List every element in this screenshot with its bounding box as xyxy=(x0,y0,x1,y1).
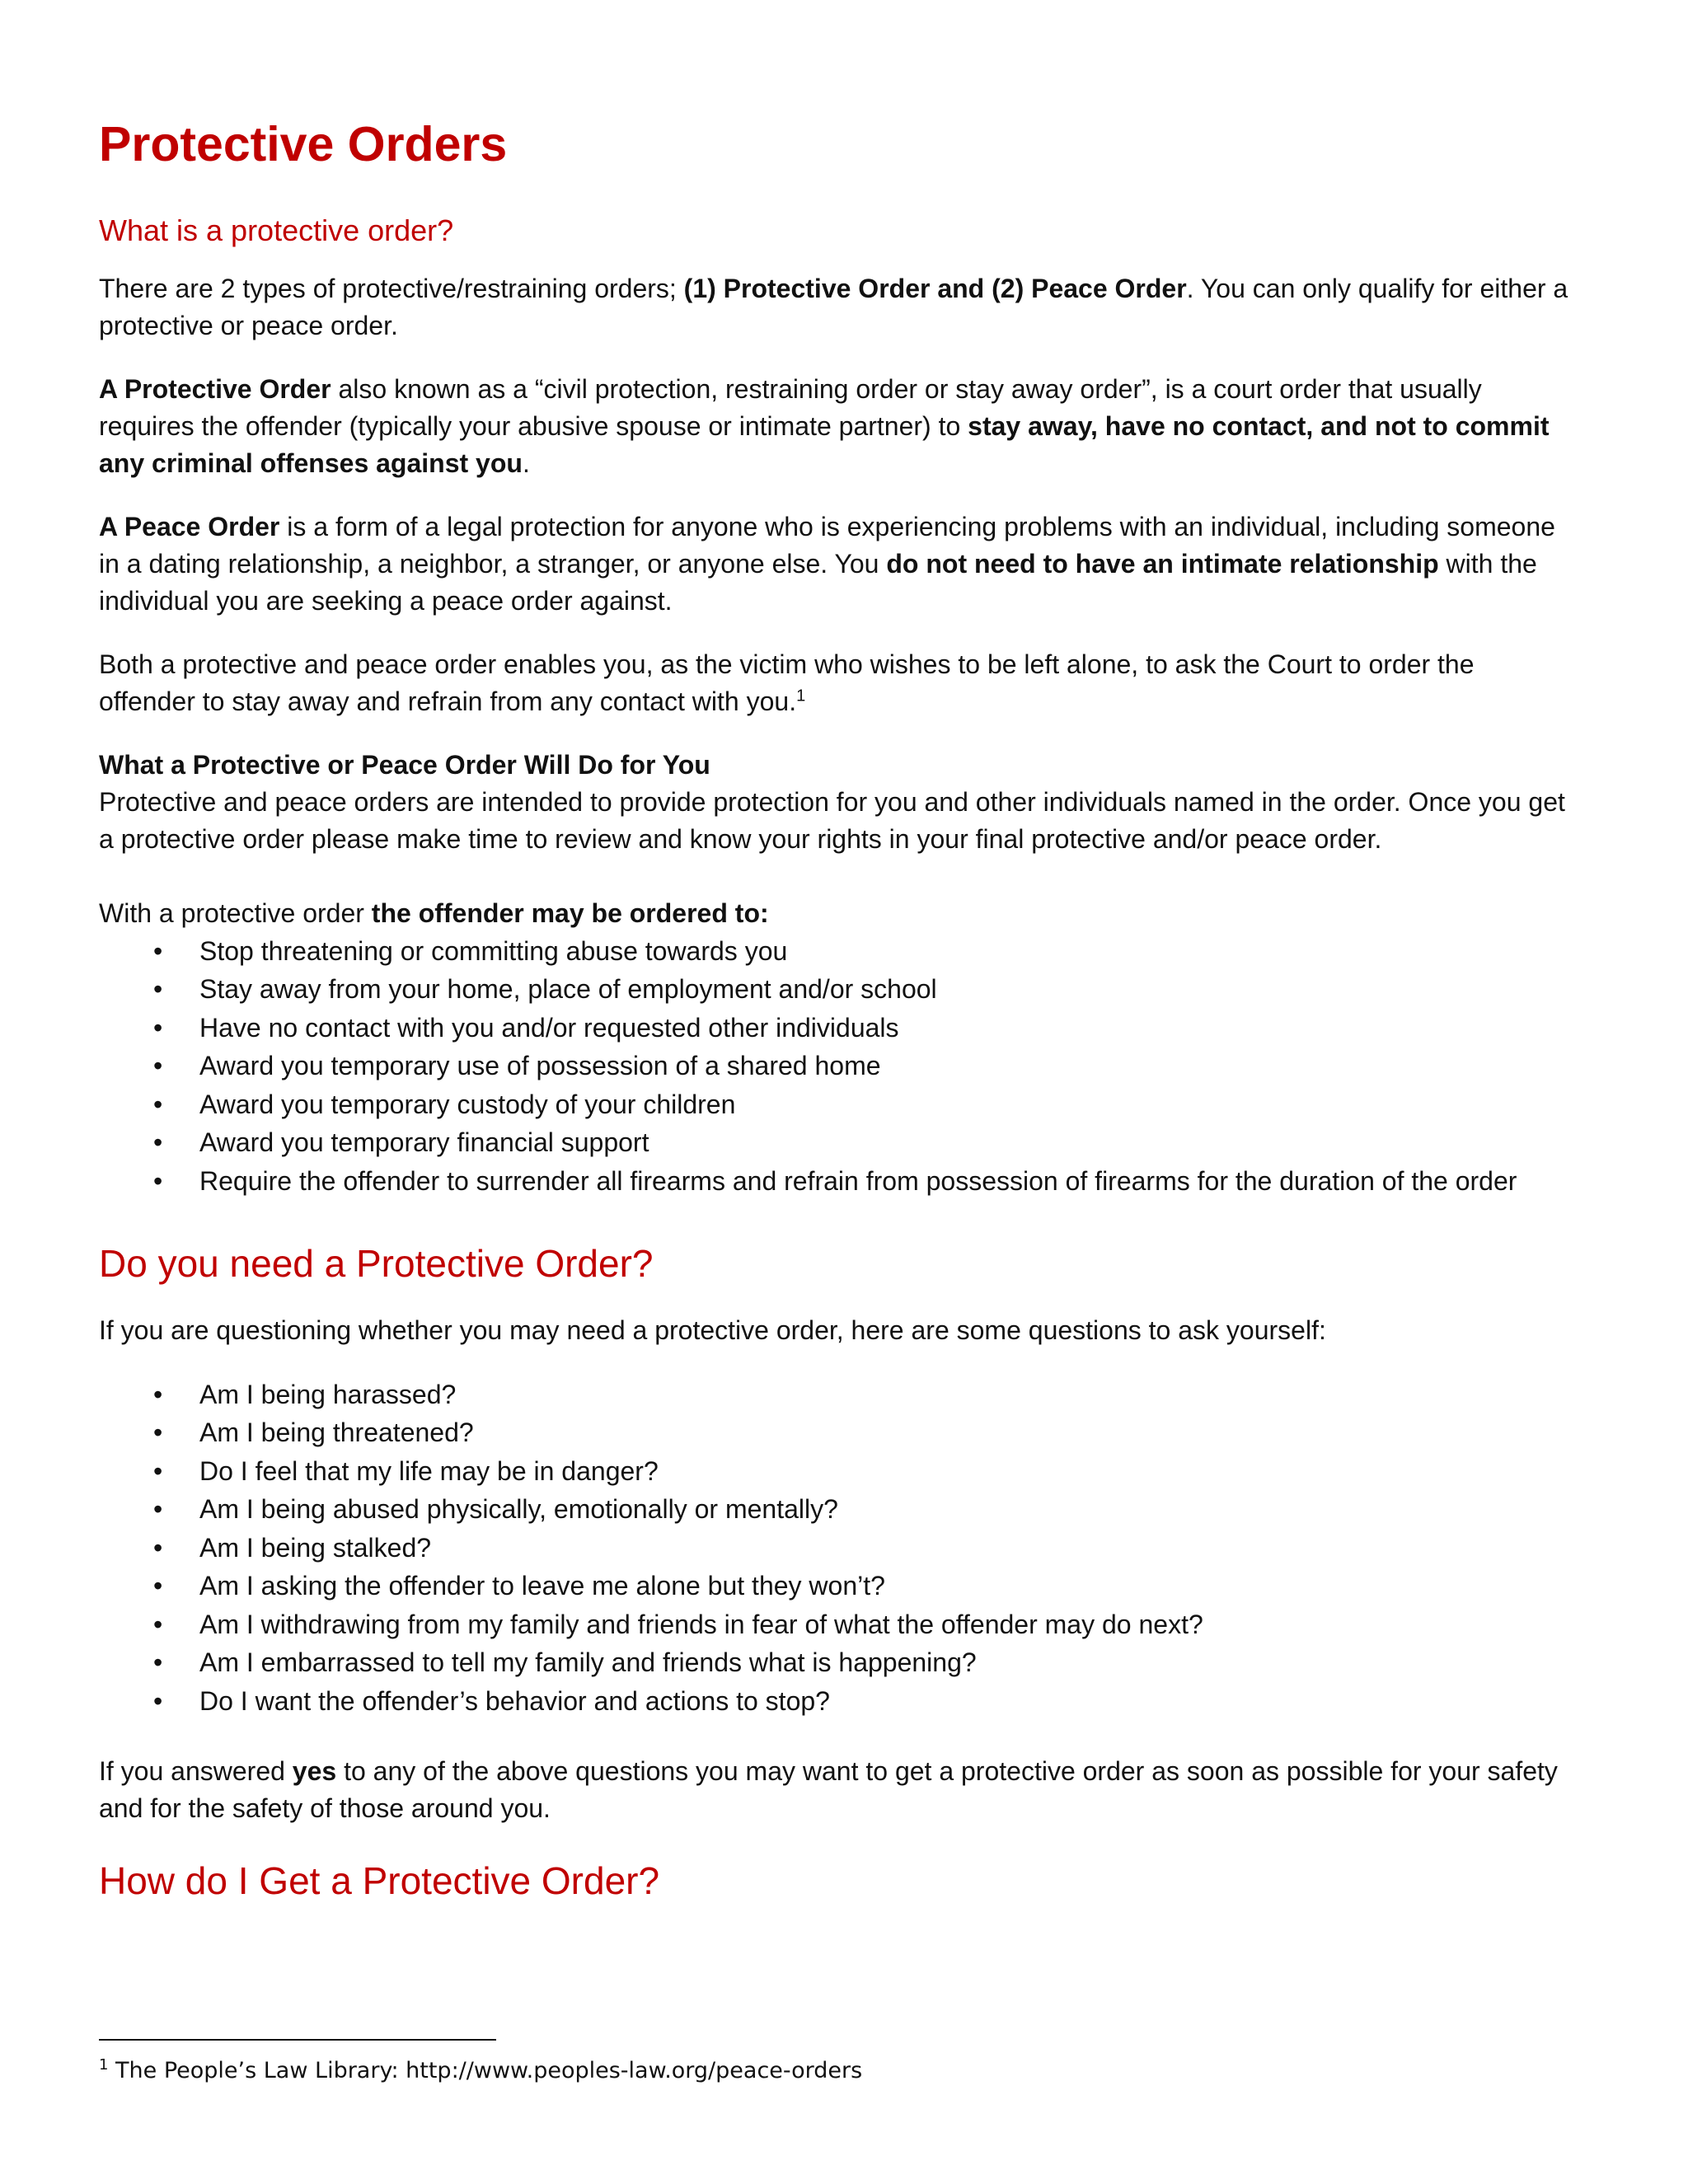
list-item-text: Require the offender to surrender all firearms and refrain from possession of firearms for the duration of the order xyxy=(199,1165,1517,1196)
document-page xyxy=(99,115,1574,1929)
order-items-list xyxy=(99,932,1574,1201)
text: is a form of a legal protection for anyone who is experiencing problems with an individual, including someone in a dating relationship, a neighbor, a stranger, or anyone else. You xyxy=(99,511,1555,579)
list-item xyxy=(99,1376,1574,1414)
list-item xyxy=(99,1529,1574,1568)
paragraph-order-types xyxy=(99,270,1574,344)
list-item-text: Do I feel that my life may be in danger? xyxy=(199,1455,659,1486)
text: with the individual you are seeking a peace order against. xyxy=(99,548,1537,616)
list-item-text: Stay away from your home, place of employment and/or school xyxy=(199,974,937,1005)
section-heading-what-is: What is a protective order? xyxy=(99,213,454,247)
footnote-separator xyxy=(99,2039,496,2041)
list-item-text: Am I being stalked? xyxy=(199,1532,432,1563)
bold-text: (1) Protective Order and (2) Peace Order xyxy=(683,273,1187,303)
bold-text: A Protective Order xyxy=(99,373,331,404)
bullet-icon: • xyxy=(153,1051,163,1081)
list-item xyxy=(99,970,1574,1009)
text: With a protective order xyxy=(99,898,372,928)
questions-list xyxy=(99,1376,1574,1721)
text: to any of the above questions you may want to get a protective order as soon as possible for your safety and for the safety of those around you. xyxy=(99,1756,1558,1824)
bullet-icon: • xyxy=(153,1571,163,1601)
list-item xyxy=(99,932,1574,971)
footnote-text: The People’s Law Library: http://www.peoples-law.org/peace-orders xyxy=(108,2058,863,2083)
footnote-reference: 1 xyxy=(796,686,806,705)
paragraph-intended-protection: Protective and peace orders are intended to provide protection for you and other individuals named in the order. Once you get a protective order please make time to review and know your rights in your final protective and/or peace order. xyxy=(99,786,1565,854)
list-item-text: Do I want the offender’s behavior and actions to stop? xyxy=(199,1685,830,1716)
list-item-text: Have no contact with you and/or requested other individuals xyxy=(199,1012,899,1043)
list-item-text: Award you temporary use of possession of a shared home xyxy=(199,1051,881,1081)
bullet-icon: • xyxy=(153,1532,163,1563)
list-item xyxy=(99,1452,1574,1491)
list-item xyxy=(99,1567,1574,1605)
paragraph-both-orders xyxy=(99,646,1574,720)
list-item xyxy=(99,1682,1574,1721)
bold-text: stay away, have no contact, and not to commit any criminal offenses against you xyxy=(99,410,1550,478)
footnote xyxy=(99,2055,862,2087)
bullet-icon: • xyxy=(153,935,163,966)
paragraph-peace-order-definition xyxy=(99,509,1574,620)
list-item-text: Stop threatening or committing abuse towards you xyxy=(199,935,788,966)
bullet-icon: • xyxy=(153,1012,163,1043)
footnote-number: 1 xyxy=(99,2056,109,2074)
list-item-text: Am I being abused physically, emotionally or mentally? xyxy=(199,1494,838,1525)
bullet-icon: • xyxy=(153,1647,163,1678)
list-item-text: Am I being harassed? xyxy=(199,1379,457,1409)
list-item-text: Award you temporary financial support xyxy=(199,1127,649,1158)
bullet-icon: • xyxy=(153,1494,163,1525)
section-heading-how-to-get: How do I Get a Protective Order? xyxy=(99,1859,660,1903)
list-item xyxy=(99,1009,1574,1047)
text: There are 2 types of protective/restraining orders; xyxy=(99,273,684,303)
list-item xyxy=(99,1413,1574,1452)
bold-text: yes xyxy=(292,1756,337,1787)
list-item xyxy=(99,1605,1574,1644)
bold-text: do not need to have an intimate relationship xyxy=(886,548,1439,579)
paragraph-protective-order-definition xyxy=(99,371,1574,482)
list-item xyxy=(99,1085,1574,1124)
bullet-icon: • xyxy=(153,1165,163,1196)
subheading-will-do: What a Protective or Peace Order Will Do for You xyxy=(99,749,710,780)
paragraph-may-be-ordered xyxy=(99,895,1574,932)
section-heading-do-you-need: Do you need a Protective Order? xyxy=(99,1242,654,1286)
bullet-icon: • xyxy=(153,1089,163,1119)
bold-text: A Peace Order xyxy=(99,511,280,541)
list-item-text: Award you temporary custody of your children xyxy=(199,1089,736,1119)
text: . xyxy=(522,448,530,478)
bullet-icon: • xyxy=(153,974,163,1005)
list-item xyxy=(99,1162,1574,1201)
list-item xyxy=(99,1047,1574,1085)
list-item xyxy=(99,1643,1574,1682)
text: also known as a “civil protection, restraining order or stay away order”, is a court order that usually requires the offender (typically your abusive spouse or intimate partner) to xyxy=(99,373,1482,441)
bold-text: the offender may be ordered to: xyxy=(371,898,769,928)
text: If you answered xyxy=(99,1756,293,1787)
text: . You can only qualify for either a protective or peace order. xyxy=(99,273,1568,340)
bullet-icon: • xyxy=(153,1127,163,1158)
bullet-icon: • xyxy=(153,1609,163,1639)
paragraph-questions-intro: If you are questioning whether you may need a protective order, here are some questions to ask yourself: xyxy=(99,1315,1326,1345)
list-item-text: Am I withdrawing from my family and friends in fear of what the offender may do next? xyxy=(199,1609,1203,1639)
list-item xyxy=(99,1123,1574,1162)
bullet-icon: • xyxy=(153,1379,163,1409)
list-item-text: Am I embarrassed to tell my family and friends what is happening? xyxy=(199,1647,977,1678)
paragraph-if-answered-yes xyxy=(99,1753,1574,1827)
bullet-icon: • xyxy=(153,1685,163,1716)
list-item-text: Am I asking the offender to leave me alone but they won’t? xyxy=(199,1571,885,1601)
page-title: Protective Orders xyxy=(99,117,508,171)
text: Both a protective and peace order enables you, as the victim who wishes to be left alone, to ask the Court to order the offender to stay away and refrain from any contact with you. xyxy=(99,649,1475,716)
list-item-text: Am I being threatened? xyxy=(199,1418,474,1448)
list-item xyxy=(99,1490,1574,1529)
bullet-icon: • xyxy=(153,1418,163,1448)
bullet-icon: • xyxy=(153,1455,163,1486)
